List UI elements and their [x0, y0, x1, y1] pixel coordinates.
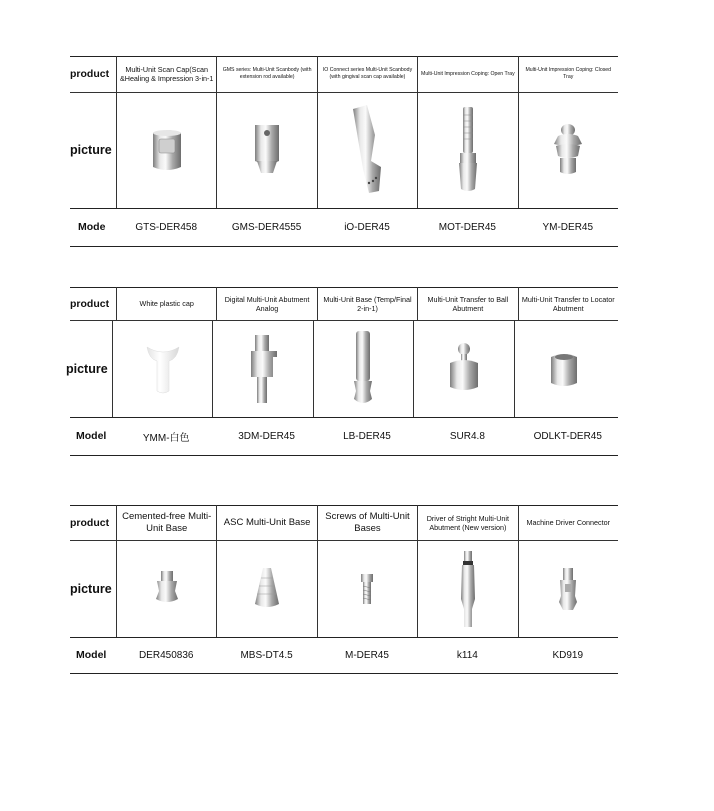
product-name: ASC Multi-Unit Base — [216, 505, 316, 540]
product-label: product — [70, 297, 110, 310]
model-code: SUR4.8 — [449, 430, 485, 442]
cement-free-base-icon — [116, 540, 216, 637]
model-code: M-DER45 — [345, 649, 389, 661]
scan-cap-icon — [116, 92, 216, 208]
product-name: Machine Driver Connector — [518, 505, 618, 540]
model-label: Model — [76, 649, 107, 661]
ball-transfer-icon — [413, 320, 513, 417]
io-scanbody-icon — [317, 92, 417, 208]
product-table-1 — [70, 56, 618, 246]
scanbody-icon — [216, 92, 316, 208]
analog-icon — [212, 320, 312, 417]
model-code: GTS-DER458 — [135, 221, 198, 233]
model-label: Model — [76, 430, 107, 442]
base-icon — [313, 320, 413, 417]
product-name: Multi-Unit Transfer to Ball Abutment — [417, 287, 517, 320]
product-name: Multi-Unit Scan Cap(Scan &Healing & Impression 3-in-1 — [116, 56, 216, 92]
screw-icon — [317, 540, 417, 637]
model-code: YMM-白色 — [142, 432, 190, 444]
closed-tray-coping-icon — [518, 92, 618, 208]
product-name: Cemented-free Multi-Unit Base — [116, 505, 216, 540]
model-code: GMS-DER4555 — [231, 221, 302, 233]
driver-icon — [417, 540, 517, 637]
product-label: product — [70, 516, 110, 529]
open-tray-coping-icon — [417, 92, 517, 208]
product-table-3 — [70, 505, 618, 673]
model-code: LB-DER45 — [343, 430, 391, 442]
model-code: iO-DER45 — [344, 221, 390, 233]
model-code: DER450836 — [138, 649, 194, 661]
product-name: Multi-Unit Transfer to Locator Abutment — [518, 287, 618, 320]
product-name: Multi-Unit Impression Coping: Closed Tray — [518, 56, 618, 92]
model-code: YM-DER45 — [542, 221, 594, 233]
product-table-2 — [66, 287, 618, 455]
driver-connector-icon — [518, 540, 618, 637]
product-name: Multi-Unit Base (Temp/Final 2-in-1) — [317, 287, 417, 320]
model-code: ODLKT-DER45 — [533, 430, 602, 442]
model-label: Mode — [78, 221, 106, 233]
model-code: 3DM-DER45 — [238, 430, 295, 442]
product-name: Driver of Stright Multi-Unit Abutment (New version) — [417, 505, 517, 540]
model-code: MOT-DER45 — [438, 221, 496, 233]
product-name: White plastic cap — [116, 287, 216, 320]
model-code: KD919 — [552, 649, 584, 661]
locator-transfer-icon — [514, 320, 614, 417]
picture-label: picture — [70, 143, 112, 157]
model-code: MBS-DT4.5 — [240, 649, 293, 661]
plastic-cap-icon — [112, 320, 212, 417]
product-name: Multi-Unit Impression Coping: Open Tray — [417, 56, 517, 92]
model-code: k114 — [456, 649, 478, 661]
picture-label: picture — [66, 361, 108, 376]
product-name: Screws of Multi-Unit Bases — [317, 505, 417, 540]
product-label: product — [70, 68, 110, 80]
product-name: GMS series: Multi-Unit Scanbody (with extension rod available) — [216, 56, 316, 92]
picture-label: picture — [70, 581, 112, 596]
asc-base-icon — [216, 540, 316, 637]
product-name: Digital Multi-Unit Abutment Analog — [216, 287, 316, 320]
product-name: IO Connect series Multi-Unit Scanbody (with gingival scan cap available) — [317, 56, 417, 92]
